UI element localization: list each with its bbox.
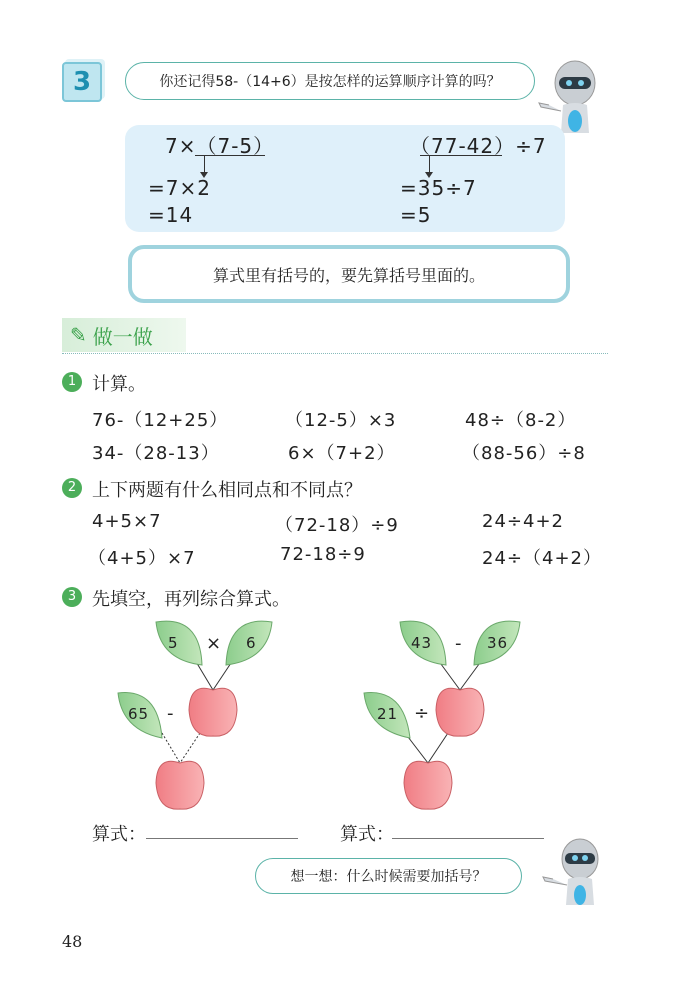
q1-item: 34-（28-13）: [92, 443, 220, 464]
q2-number: 2: [62, 478, 82, 498]
think-bubble: [255, 858, 522, 894]
tree1-leaf-a: 5: [168, 634, 179, 652]
right-expression: （77-42）÷7: [410, 134, 547, 158]
tree1-leaf-c: 65: [128, 705, 150, 723]
robot-icon: [535, 835, 605, 905]
q1-number: 1: [62, 372, 82, 392]
underline: [195, 155, 265, 156]
tree2-leaf-b: 36: [487, 634, 509, 652]
rule-text: 算式里有括号的，要先算括号里面的。: [212, 265, 485, 285]
robot-icon: [535, 55, 605, 135]
tree2-leaf-a: 43: [411, 634, 433, 652]
left-step1: =7×2: [148, 176, 211, 200]
formula-label-2: 算式：: [340, 824, 394, 845]
tree1-op1: ×: [206, 633, 223, 654]
q2-text: 上下两题有什么相同点和不同点？: [92, 480, 362, 501]
think-text: 想一想：什么时候需要加括号？: [290, 869, 487, 885]
right-step2: =5: [400, 203, 432, 227]
q1-item: 48÷（8-2）: [465, 410, 577, 431]
q2-item: 72-18÷9: [280, 544, 366, 565]
q1-item: 6×（7+2）: [288, 443, 396, 464]
q2-item: 24÷（4+2）: [482, 548, 602, 569]
tree2-op1: -: [455, 633, 463, 654]
q3-text: 先填空，再列综合算式。: [92, 589, 290, 610]
formula-answer-line-1[interactable]: [146, 838, 298, 839]
formula-answer-line-2[interactable]: [392, 838, 544, 839]
q1-item: 76-（12+25）: [92, 410, 229, 431]
rule-note: [128, 245, 570, 303]
q1-item: （88-56）÷8: [462, 443, 586, 464]
q2-item: （72-18）÷9: [275, 515, 399, 536]
tree1-leaf-b: 6: [246, 634, 257, 652]
right-step1: =35÷7: [400, 176, 477, 200]
tree2-op2: ÷: [414, 703, 431, 724]
tree2-leaf-c: 21: [377, 705, 399, 723]
q1-text: 计算。: [92, 374, 146, 395]
tree1-op2: -: [167, 703, 175, 724]
q2-item: （4+5）×7: [88, 548, 196, 569]
apple-shapes: [156, 688, 484, 809]
underline: [420, 155, 502, 156]
example-number-badge: 3: [62, 62, 102, 102]
q1-item: （12-5）×3: [285, 410, 397, 431]
practice-title: 做一做: [92, 324, 153, 349]
left-step2: =14: [148, 203, 194, 227]
q2-item: 24÷4+2: [482, 511, 564, 532]
left-expression: 7×（7-5）: [165, 134, 275, 158]
q3-number: 3: [62, 587, 82, 607]
formula-label-1: 算式：: [92, 824, 146, 845]
pencil-icon: ✎: [70, 323, 87, 347]
question-text: 你还记得58-（14+6）是按怎样的运算顺序计算的吗？: [159, 74, 501, 90]
dotted-divider: [62, 353, 608, 354]
question-bubble: [125, 62, 535, 100]
q2-item: 4+5×7: [92, 511, 162, 532]
page-number: 48: [62, 932, 83, 951]
practice-header: [62, 318, 186, 352]
